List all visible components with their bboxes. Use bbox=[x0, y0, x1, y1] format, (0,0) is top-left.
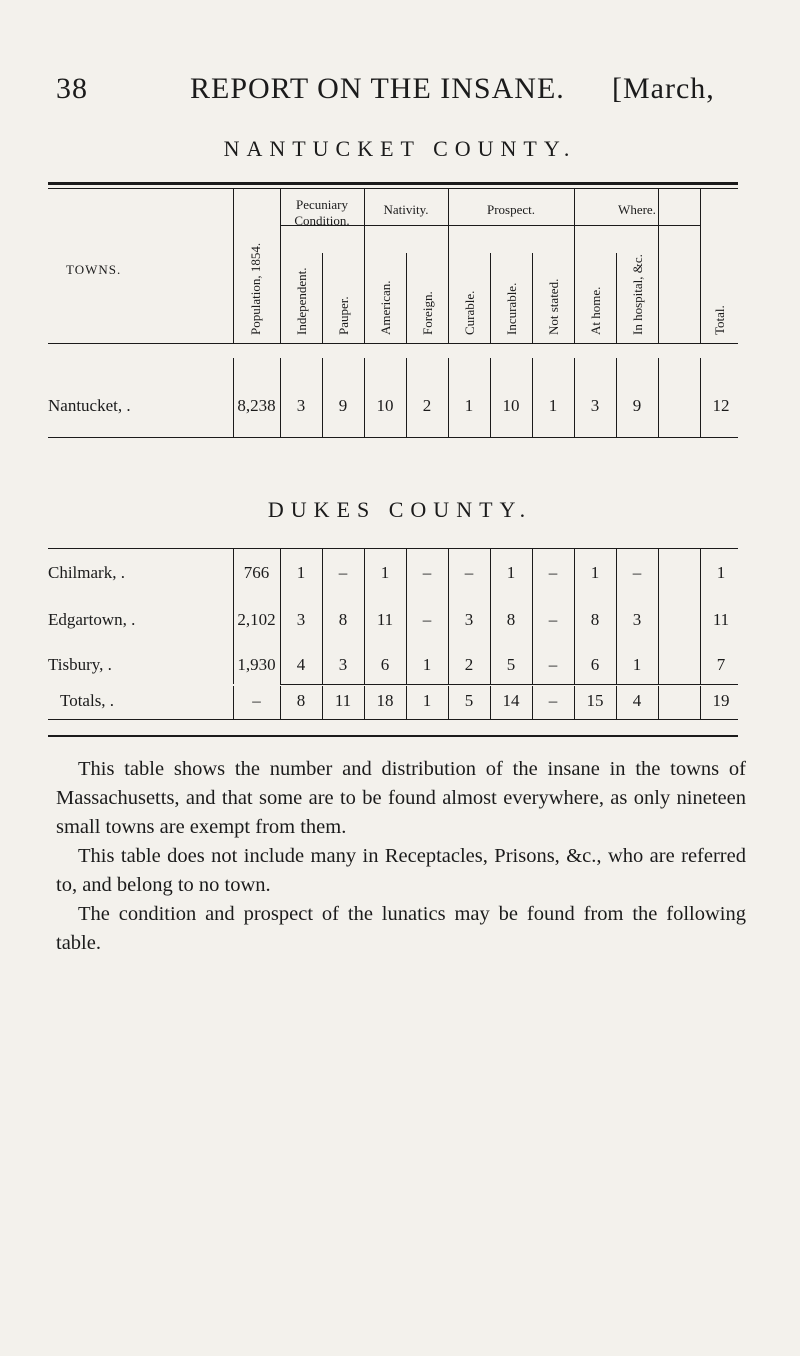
table-cell: 4 bbox=[296, 655, 306, 674]
row-label-nantucket: Nantucket, . bbox=[48, 396, 131, 415]
table-cell: 3 bbox=[338, 655, 348, 674]
col-divider bbox=[700, 189, 701, 343]
paragraph: This table shows the number and distribution of the insane in the towns of Massachusetts, and that some are to be found almost everywhere, as only nineteen small towns are exempt from them. bbox=[56, 758, 746, 838]
group-header-pecuniary: Pecuniary Condition. bbox=[294, 197, 350, 228]
column-header-american: American. bbox=[378, 280, 393, 335]
table-cell: 1 bbox=[590, 563, 600, 582]
table-cell: 3 bbox=[296, 610, 306, 629]
column-header-not-stated: Not stated. bbox=[546, 278, 561, 335]
table-cell: – bbox=[548, 610, 558, 629]
table-cell: – bbox=[548, 563, 558, 582]
table-cell: 1 bbox=[548, 396, 558, 415]
column-header-independent: Independent. bbox=[294, 267, 309, 335]
table-cell: 3 bbox=[590, 396, 600, 415]
paragraph: The condition and prospect of the lunatics may be found from the following table. bbox=[56, 903, 746, 954]
row-label-tisbury: Tisbury, . bbox=[48, 655, 112, 674]
table-top-rule-thin bbox=[48, 188, 738, 189]
header-bottom-rule bbox=[48, 343, 738, 344]
column-header-in-hospital: In hospital, &c. bbox=[630, 254, 645, 335]
row-label-totals: Totals, . bbox=[60, 691, 115, 710]
nantucket-county-title: NANTUCKET COUNTY. bbox=[223, 136, 577, 161]
row-label-edgartown: Edgartown, . bbox=[48, 610, 136, 629]
table-cell: 2 bbox=[422, 396, 432, 415]
table-cell: 3 bbox=[296, 396, 306, 415]
table-top-rule bbox=[48, 548, 738, 549]
table-cell: – bbox=[548, 691, 558, 710]
table-cell: 8 bbox=[506, 610, 516, 629]
table-cell: 1,930 bbox=[237, 655, 276, 674]
group-header-prospect: Prospect. bbox=[486, 202, 536, 217]
col-divider bbox=[658, 358, 659, 437]
col-divider bbox=[532, 253, 533, 343]
table-cell: 1 bbox=[422, 691, 432, 710]
table-cell: – bbox=[422, 610, 432, 629]
col-divider bbox=[658, 686, 659, 719]
table-cell: 3 bbox=[464, 610, 474, 629]
table-cell: 10 bbox=[502, 396, 520, 415]
column-header-curable: Curable. bbox=[462, 290, 477, 335]
table-cell: 1 bbox=[296, 563, 306, 582]
table-cell: 2 bbox=[464, 655, 474, 674]
table-cell: 9 bbox=[632, 396, 642, 415]
table-cell: 18 bbox=[376, 691, 394, 710]
table-cell: 9 bbox=[338, 396, 348, 415]
table-cell: – bbox=[422, 563, 432, 582]
page-number: 38 bbox=[56, 72, 88, 105]
table-cell: – bbox=[548, 655, 558, 674]
running-title: REPORT ON THE INSANE. bbox=[190, 72, 565, 105]
table-cell: 10 bbox=[376, 396, 394, 415]
column-header-at-home: At home. bbox=[588, 286, 603, 335]
table-cell: 3 bbox=[632, 610, 642, 629]
table-cell: 766 bbox=[243, 563, 270, 582]
table-cell: 1 bbox=[422, 655, 432, 674]
table-cell: 19 bbox=[712, 691, 730, 710]
table-bottom-rule bbox=[48, 437, 738, 438]
table-cell: 7 bbox=[716, 655, 726, 674]
paragraph: This table does not include many in Receptacles, Prisons, &c., who are referred to, and belong to no town. bbox=[56, 845, 746, 896]
table-cell: 1 bbox=[716, 563, 726, 582]
table-cell: 8 bbox=[296, 691, 306, 710]
dukes-county-title: DUKES COUNTY. bbox=[267, 497, 533, 522]
group-header-nativity: Nativity. bbox=[383, 202, 429, 217]
table-cell: 6 bbox=[380, 655, 390, 674]
col-divider bbox=[322, 253, 323, 343]
table-cell: – bbox=[464, 563, 474, 582]
row-label-chilmark: Chilmark, . bbox=[48, 563, 125, 582]
table-cell: 11 bbox=[334, 691, 352, 710]
table-cell: 1 bbox=[632, 655, 642, 674]
table-cell: 1 bbox=[464, 396, 474, 415]
body-text bbox=[56, 755, 746, 958]
column-header-towns: TOWNS. bbox=[66, 262, 122, 277]
table-cell: 8 bbox=[590, 610, 600, 629]
table-cell: 8,238 bbox=[237, 396, 276, 415]
table-cell: 6 bbox=[590, 655, 600, 674]
column-header-pauper: Pauper. bbox=[336, 296, 351, 335]
table-cell: 1 bbox=[506, 563, 516, 582]
column-header-foreign: Foreign. bbox=[420, 291, 435, 335]
col-divider bbox=[406, 253, 407, 343]
table-cell: – bbox=[252, 691, 261, 710]
table-cell: 12 bbox=[712, 396, 730, 415]
table-bottom-rule-heavy bbox=[48, 735, 738, 737]
table-top-rule bbox=[48, 182, 738, 185]
column-header-incurable: Incurable. bbox=[504, 282, 519, 335]
table-cell: 15 bbox=[586, 691, 604, 710]
table-cell: 5 bbox=[506, 655, 516, 674]
table-cell: 5 bbox=[464, 691, 474, 710]
column-header-population: Population, 1854. bbox=[248, 242, 263, 335]
table-cell: 11 bbox=[712, 610, 730, 629]
table-cell: 11 bbox=[376, 610, 394, 629]
col-divider bbox=[616, 253, 617, 343]
col-divider bbox=[233, 189, 234, 343]
table-cell: – bbox=[338, 563, 348, 582]
column-header-total: Total. bbox=[712, 305, 727, 335]
table-bottom-rule bbox=[48, 719, 738, 720]
table-cell: 8 bbox=[338, 610, 348, 629]
table-cell: 4 bbox=[632, 691, 642, 710]
col-divider bbox=[658, 549, 659, 684]
table-cell: – bbox=[632, 563, 642, 582]
col-divider bbox=[490, 253, 491, 343]
table-cell: 1 bbox=[380, 563, 390, 582]
running-month: [March, bbox=[612, 72, 715, 105]
group-header-where: Where. bbox=[618, 202, 656, 217]
totals-rule bbox=[280, 684, 738, 685]
table-cell: 14 bbox=[502, 691, 520, 710]
table-cell: 2,102 bbox=[237, 610, 276, 629]
